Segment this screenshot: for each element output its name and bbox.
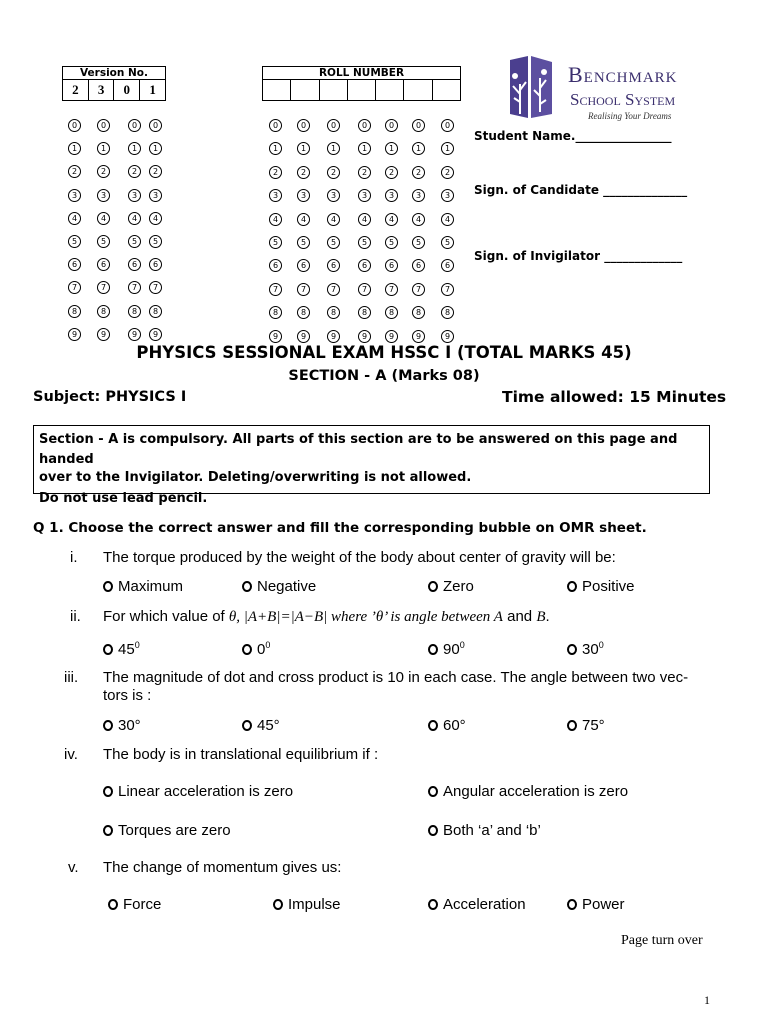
question-text: The change of momentum gives us: xyxy=(103,859,342,876)
logo-line1: Benchmark xyxy=(568,62,678,87)
instruction-line: over to the Invigilator. Deleting/overwriting is not allowed. xyxy=(39,470,472,485)
omr-bubble[interactable]: 2 xyxy=(385,166,398,179)
logo-line2: School System xyxy=(570,90,676,109)
omr-bubble[interactable]: 7 xyxy=(128,281,141,294)
omr-bubble[interactable]: 2 xyxy=(269,166,282,179)
roll-cell[interactable] xyxy=(432,80,460,101)
option-label: Angular acceleration is zero xyxy=(443,783,629,800)
omr-bubble[interactable]: 3 xyxy=(97,189,110,202)
omr-bubble[interactable]: 6 xyxy=(358,259,371,272)
omr-bubble[interactable]: 4 xyxy=(441,213,454,226)
option-label: 45° xyxy=(257,717,280,734)
option-label: 45 xyxy=(118,641,135,658)
version-box xyxy=(62,66,166,101)
omr-bubble[interactable]: 3 xyxy=(128,189,141,202)
option-label: 30° xyxy=(118,717,141,734)
student-name-field[interactable]: Student Name.________________ xyxy=(474,129,672,143)
option-bubble[interactable] xyxy=(428,896,526,913)
omr-bubble[interactable]: 3 xyxy=(68,189,81,202)
option-bubble[interactable] xyxy=(567,717,605,734)
option-circle-icon[interactable] xyxy=(567,899,577,910)
omr-bubble[interactable]: 7 xyxy=(327,283,340,296)
option-bubble[interactable] xyxy=(273,896,341,913)
option-label: Positive xyxy=(582,578,635,595)
option-label: Power xyxy=(582,896,625,913)
omr-bubble[interactable]: 8 xyxy=(269,306,282,319)
page-turn-over: Page turn over xyxy=(621,933,703,948)
omr-bubble[interactable]: 2 xyxy=(149,165,162,178)
omr-bubble[interactable]: 2 xyxy=(297,166,310,179)
omr-bubble[interactable]: 2 xyxy=(97,165,110,178)
candidate-signature-field[interactable]: Sign. of Candidate ______________ xyxy=(474,183,688,197)
omr-bubble[interactable]: 6 xyxy=(68,258,81,271)
omr-bubble[interactable]: 6 xyxy=(441,259,454,272)
omr-bubble[interactable]: 9 xyxy=(97,328,110,341)
option-circle-icon[interactable] xyxy=(103,720,113,731)
omr-bubble[interactable]: 5 xyxy=(149,235,162,248)
omr-bubble[interactable]: 4 xyxy=(327,213,340,226)
invigilator-signature-field[interactable]: Sign. of Invigilator _____________ xyxy=(474,249,683,263)
question-number: i. xyxy=(70,549,78,566)
section-title: SECTION - A (Marks 08) xyxy=(288,368,480,384)
question-text: The body is in translational equilibrium if : xyxy=(103,746,379,763)
omr-bubble[interactable]: 4 xyxy=(269,213,282,226)
option-label: Acceleration xyxy=(443,896,526,913)
omr-bubble[interactable]: 9 xyxy=(385,330,398,343)
school-logo xyxy=(500,54,722,124)
omr-bubble[interactable]: 0 xyxy=(128,119,141,132)
option-circle-icon[interactable] xyxy=(567,720,577,731)
omr-bubble[interactable]: 1 xyxy=(68,142,81,155)
roll-cell[interactable] xyxy=(263,80,291,101)
omr-bubble[interactable]: 7 xyxy=(68,281,81,294)
option-circle-icon[interactable] xyxy=(103,825,113,836)
omr-bubble[interactable]: 3 xyxy=(149,189,162,202)
omr-bubble[interactable]: 0 xyxy=(385,119,398,132)
option-circle-icon[interactable] xyxy=(242,581,252,592)
instruction-line: Section - A is compulsory. All parts of this section are to be answered on this page and handed xyxy=(39,432,678,467)
omr-bubble[interactable]: 5 xyxy=(97,235,110,248)
option-circle-icon[interactable] xyxy=(567,581,577,592)
option-circle-icon[interactable] xyxy=(103,644,113,655)
omr-bubble[interactable]: 2 xyxy=(441,166,454,179)
omr-bubble[interactable]: 6 xyxy=(327,259,340,272)
option-label: 60° xyxy=(443,717,466,734)
degree-sup: 0 xyxy=(459,640,465,650)
omr-bubble[interactable]: 7 xyxy=(441,283,454,296)
omr-bubble[interactable]: 1 xyxy=(269,142,282,155)
omr-bubble[interactable]: 0 xyxy=(441,119,454,132)
option-label: 75° xyxy=(582,717,605,734)
omr-bubble[interactable]: 5 xyxy=(358,236,371,249)
option-label: 90 xyxy=(443,641,460,658)
omr-bubble[interactable]: 8 xyxy=(327,306,340,319)
omr-bubble[interactable]: 5 xyxy=(269,236,282,249)
omr-bubble[interactable]: 8 xyxy=(441,306,454,319)
omr-bubble[interactable]: 3 xyxy=(412,189,425,202)
option-circle-icon[interactable] xyxy=(428,899,438,910)
instruction-line: Do not use lead pencil. xyxy=(39,491,208,506)
omr-bubble[interactable]: 2 xyxy=(68,165,81,178)
omr-bubble[interactable]: 3 xyxy=(297,189,310,202)
omr-bubble[interactable]: 9 xyxy=(441,330,454,343)
question-number: v. xyxy=(68,859,79,876)
option-label: Impulse xyxy=(288,896,341,913)
omr-bubble[interactable]: 4 xyxy=(97,212,110,225)
option-bubble[interactable] xyxy=(567,640,604,658)
option-circle-icon[interactable] xyxy=(428,581,438,592)
omr-bubble[interactable]: 4 xyxy=(128,212,141,225)
option-bubble[interactable] xyxy=(242,717,280,734)
option-circle-icon[interactable] xyxy=(567,644,577,655)
option-label: Linear acceleration is zero xyxy=(118,783,294,800)
option-bubble[interactable] xyxy=(428,783,628,800)
omr-bubble[interactable]: 1 xyxy=(327,142,340,155)
omr-bubble[interactable]: 5 xyxy=(327,236,340,249)
version-digit: 1 xyxy=(140,80,166,101)
omr-bubble[interactable]: 5 xyxy=(412,236,425,249)
omr-bubble[interactable]: 2 xyxy=(358,166,371,179)
option-bubble[interactable] xyxy=(103,717,141,734)
omr-bubble[interactable]: 1 xyxy=(385,142,398,155)
option-bubble[interactable] xyxy=(567,578,635,595)
option-bubble[interactable] xyxy=(567,896,625,913)
omr-bubble[interactable]: 1 xyxy=(128,142,141,155)
omr-bubble[interactable]: 4 xyxy=(297,213,310,226)
roll-cell[interactable] xyxy=(404,80,432,101)
omr-bubble[interactable]: 0 xyxy=(297,119,310,132)
question-text-part: and xyxy=(502,608,537,625)
option-bubble[interactable] xyxy=(103,578,183,595)
theta-symbol: θ xyxy=(228,609,237,625)
question-text: The torque produced by the weight of the body about center of gravity will be: xyxy=(103,549,616,566)
vector-b: B xyxy=(536,609,546,625)
omr-bubble[interactable]: 6 xyxy=(97,258,110,271)
omr-bubble[interactable]: 3 xyxy=(441,189,454,202)
option-circle-icon[interactable] xyxy=(428,720,438,731)
option-label: 30 xyxy=(582,641,599,658)
omr-bubble[interactable]: 8 xyxy=(385,306,398,319)
omr-bubble[interactable]: 3 xyxy=(385,189,398,202)
option-circle-icon[interactable] xyxy=(273,899,283,910)
omr-bubble[interactable]: 1 xyxy=(297,142,310,155)
option-bubble[interactable] xyxy=(242,640,270,658)
omr-bubble[interactable]: 2 xyxy=(412,166,425,179)
omr-bubble[interactable]: 5 xyxy=(441,236,454,249)
omr-bubble[interactable]: 7 xyxy=(297,283,310,296)
omr-bubble[interactable]: 0 xyxy=(269,119,282,132)
roll-number-box xyxy=(262,66,461,101)
option-circle-icon[interactable] xyxy=(428,786,438,797)
omr-bubble[interactable]: 5 xyxy=(128,235,141,248)
option-bubble[interactable] xyxy=(242,578,316,595)
time-allowed: Time allowed: 15 Minutes xyxy=(502,388,727,406)
option-label: Both ‘a’ and ‘b’ xyxy=(443,822,541,839)
question-text: The magnitude of dot and cross product is 10 in each case. The angle between two vec- xyxy=(103,669,689,686)
omr-bubble[interactable]: 0 xyxy=(68,119,81,132)
omr-bubble[interactable]: 7 xyxy=(149,281,162,294)
omr-bubble[interactable]: 9 xyxy=(297,330,310,343)
omr-bubble[interactable]: 2 xyxy=(128,165,141,178)
omr-bubble[interactable]: 9 xyxy=(149,328,162,341)
omr-bubble[interactable]: 4 xyxy=(68,212,81,225)
option-label: Force xyxy=(123,896,162,913)
vector-a: A xyxy=(493,609,503,625)
version-digit: 3 xyxy=(88,80,114,101)
omr-bubble[interactable]: 5 xyxy=(297,236,310,249)
option-label: 0 xyxy=(257,641,266,658)
omr-bubble[interactable]: 9 xyxy=(327,330,340,343)
roll-cell[interactable] xyxy=(291,80,319,101)
omr-bubble[interactable]: 6 xyxy=(269,259,282,272)
option-circle-icon[interactable] xyxy=(103,786,113,797)
option-bubble[interactable] xyxy=(108,896,161,913)
omr-bubble[interactable]: 7 xyxy=(385,283,398,296)
option-bubble[interactable] xyxy=(103,640,140,658)
question-text-part: For which value of xyxy=(103,608,229,625)
exam-title: PHYSICS SESSIONAL EXAM HSSC I (TOTAL MARKS 45) xyxy=(136,343,632,362)
option-bubble[interactable] xyxy=(428,717,466,734)
omr-bubble[interactable]: 5 xyxy=(68,235,81,248)
question-text xyxy=(103,608,550,626)
omr-bubble[interactable]: 9 xyxy=(269,330,282,343)
option-circle-icon[interactable] xyxy=(242,720,252,731)
omr-bubble[interactable]: 6 xyxy=(385,259,398,272)
option-label: Negative xyxy=(257,578,317,595)
omr-bubble[interactable]: 9 xyxy=(358,330,371,343)
roll-cell[interactable] xyxy=(319,80,347,101)
omr-bubble[interactable]: 8 xyxy=(297,306,310,319)
option-bubble[interactable] xyxy=(428,822,541,839)
omr-bubble[interactable]: 3 xyxy=(269,189,282,202)
omr-bubble[interactable]: 4 xyxy=(385,213,398,226)
option-circle-icon[interactable] xyxy=(428,644,438,655)
omr-bubble[interactable]: 2 xyxy=(327,166,340,179)
omr-bubble[interactable]: 6 xyxy=(149,258,162,271)
roll-cell[interactable] xyxy=(347,80,375,101)
degree-sup: 0 xyxy=(598,640,604,650)
option-label: Maximum xyxy=(118,578,184,595)
omr-bubble[interactable]: 1 xyxy=(149,142,162,155)
omr-bubble[interactable]: 8 xyxy=(68,305,81,318)
option-bubble[interactable] xyxy=(103,822,231,839)
omr-bubble[interactable]: 1 xyxy=(412,142,425,155)
omr-bubble[interactable]: 5 xyxy=(385,236,398,249)
question-number: ii. xyxy=(70,608,81,625)
omr-bubble[interactable]: 9 xyxy=(128,328,141,341)
omr-bubble[interactable]: 3 xyxy=(327,189,340,202)
instructions-box xyxy=(33,425,710,506)
option-label: Zero xyxy=(443,578,474,595)
omr-bubble[interactable]: 8 xyxy=(412,306,425,319)
omr-bubble[interactable]: 7 xyxy=(269,283,282,296)
omr-bubble[interactable]: 0 xyxy=(149,119,162,132)
option-bubble[interactable] xyxy=(428,578,474,595)
q1-heading: Q 1. Choose the correct answer and fill the corresponding bubble on OMR sheet. xyxy=(33,520,647,536)
degree-sup: 0 xyxy=(134,640,140,650)
omr-bubble[interactable]: 8 xyxy=(358,306,371,319)
omr-bubble[interactable]: 9 xyxy=(412,330,425,343)
omr-bubble[interactable]: 8 xyxy=(97,305,110,318)
omr-bubble[interactable]: 4 xyxy=(412,213,425,226)
option-label: Torques are zero xyxy=(118,822,231,839)
option-bubble[interactable] xyxy=(103,783,293,800)
omr-bubble[interactable]: 7 xyxy=(412,283,425,296)
question-number: iii. xyxy=(64,669,79,686)
page-number: 1 xyxy=(704,993,710,1007)
omr-bubble[interactable]: 6 xyxy=(297,259,310,272)
question-text: tors is : xyxy=(103,687,152,704)
version-digit: 2 xyxy=(63,80,89,101)
omr-bubble[interactable]: 0 xyxy=(412,119,425,132)
question-number: iv. xyxy=(64,746,78,763)
omr-bubble[interactable]: 4 xyxy=(358,213,371,226)
omr-bubble[interactable]: 7 xyxy=(358,283,371,296)
omr-bubble[interactable]: 0 xyxy=(97,119,110,132)
omr-bubble[interactable]: 3 xyxy=(358,189,371,202)
degree-sup: 0 xyxy=(265,640,271,650)
omr-bubble[interactable]: 1 xyxy=(358,142,371,155)
omr-bubble[interactable]: 8 xyxy=(128,305,141,318)
omr-bubble[interactable]: 8 xyxy=(149,305,162,318)
roll-cell[interactable] xyxy=(376,80,404,101)
option-circle-icon[interactable] xyxy=(103,581,113,592)
omr-bubble[interactable]: 6 xyxy=(412,259,425,272)
omr-bubble[interactable]: 1 xyxy=(441,142,454,155)
option-bubble[interactable] xyxy=(428,640,465,658)
subject-label: Subject: PHYSICS I xyxy=(33,389,187,405)
omr-bubble[interactable]: 1 xyxy=(97,142,110,155)
question-text-part: , |A+B|=|A−B| where ’θ’ is angle between xyxy=(236,609,494,625)
omr-bubble[interactable]: 0 xyxy=(327,119,340,132)
logo-tagline: Realising Your Dreams xyxy=(588,111,672,121)
version-header: Version No. xyxy=(63,67,166,80)
omr-bubble[interactable]: 7 xyxy=(97,281,110,294)
option-circle-icon[interactable] xyxy=(242,644,252,655)
omr-bubble[interactable]: 9 xyxy=(68,328,81,341)
option-circle-icon[interactable] xyxy=(428,825,438,836)
roll-number-header: ROLL NUMBER xyxy=(263,67,461,80)
version-digit: 0 xyxy=(114,80,140,101)
logo-tree-icon xyxy=(500,54,560,122)
omr-bubble[interactable]: 6 xyxy=(128,258,141,271)
question-text-part: . xyxy=(545,608,550,625)
omr-bubble[interactable]: 4 xyxy=(149,212,162,225)
option-circle-icon[interactable] xyxy=(108,899,118,910)
omr-bubble[interactable]: 0 xyxy=(358,119,371,132)
